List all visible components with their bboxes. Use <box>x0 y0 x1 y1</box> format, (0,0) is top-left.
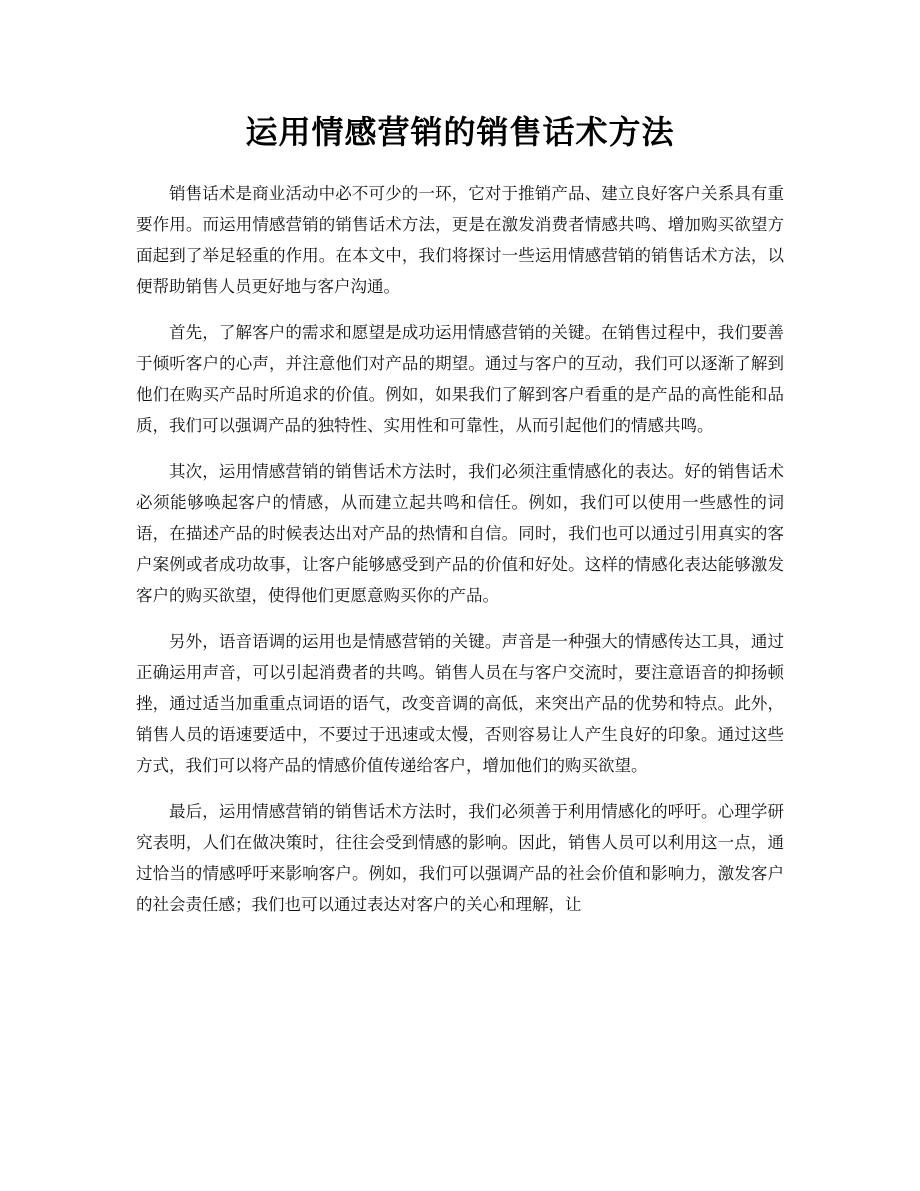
paragraph-emotional-appeal: 最后，运用情感营销的销售话术方法时，我们必须善于利用情感化的呼吁。心理学研究表明，人们在做决策时，往往会受到情感的影响。因此，销售人员可以利用这一点，通过恰当的情感呼吁来影响客户。例如，我们可以强调产品的社会价值和影响力，激发客户的社会责任感；我们也可以通过表达对客户的关心和理解，让 <box>136 802 784 914</box>
document-title: 运用情感营销的销售话术方法 <box>245 113 675 151</box>
paragraph-understand-needs: 首先，了解客户的需求和愿望是成功运用情感营销的关键。在销售过程中，我们要善于倾听客户的心声，并注意他们对产品的期望。通过与客户的互动，我们可以逐渐了解到他们在购买产品时所追求的价值。例如，如果我们了解到客户看重的是产品的高性能和品质，我们可以强调产品的独特性、实用性和可靠性，从而引起他们的情感共鸣。 <box>136 323 784 435</box>
paragraph-intro: 销售话术是商业活动中必不可少的一环，它对于推销产品、建立良好客户关系具有重要作用。而运用情感营销的销售话术方法，更是在激发消费者情感共鸣、增加购买欲望方面起到了举足轻重的作用。在本文中，我们将探讨一些运用情感营销的销售话术方法，以便帮助销售人员更好地与客户沟通。 <box>136 184 784 296</box>
paragraph-voice-tone: 另外，语音语调的运用也是情感营销的关键。声音是一种强大的情感传达工具，通过正确运用声音，可以引起消费者的共鸣。销售人员在与客户交流时，要注意语音的抑扬顿挫，通过适当加重重点词语的语气，改变音调的高低，来突出产品的优势和特点。此外，销售人员的语速要适中，不要过于迅速或太慢，否则容易让人产生良好的印象。通过这些方式，我们可以将产品的情感价值传递给客户，增加他们的购买欲望。 <box>136 632 784 775</box>
document-body <box>136 178 784 935</box>
paragraph-emotional-expression: 其次，运用情感营销的销售话术方法时，我们必须注重情感化的表达。好的销售话术必须能够唤起客户的情感，从而建立起共鸣和信任。例如，我们可以使用一些感性的词语，在描述产品的时候表达出对产品的热情和自信。同时，我们也可以通过引用真实的客户案例或者成功故事，让客户能够感受到产品的价值和好处。这样的情感化表达能够激发客户的购买欲望，使得他们更愿意购买你的产品。 <box>136 462 784 605</box>
